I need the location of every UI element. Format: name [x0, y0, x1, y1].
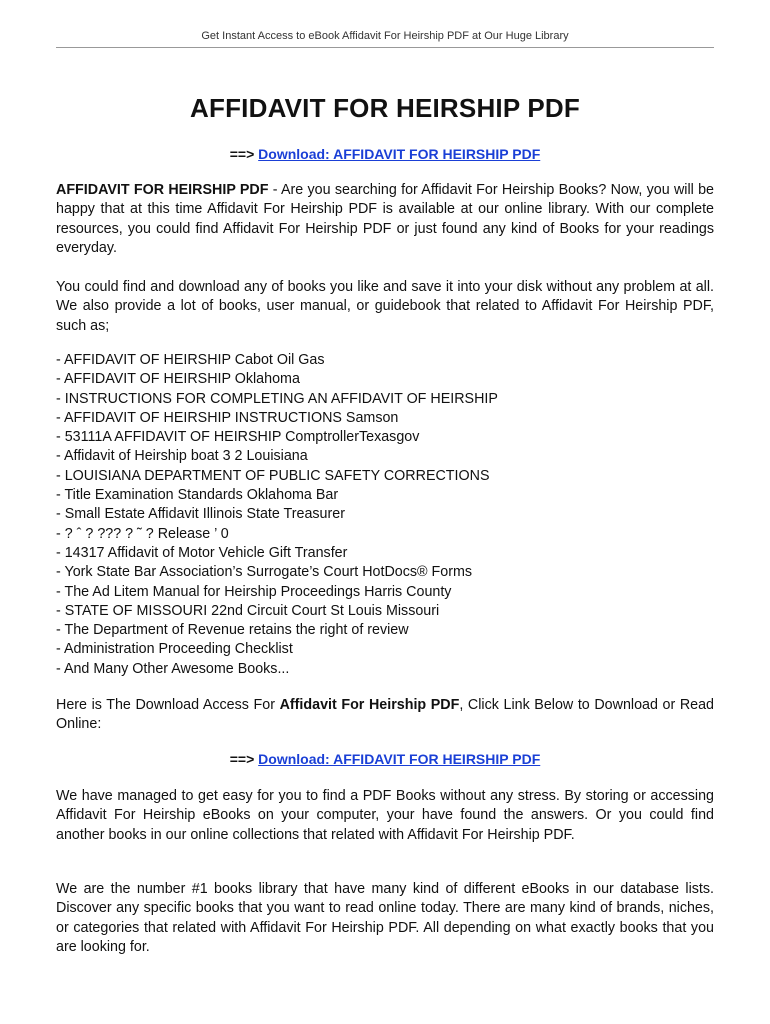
- list-item: - LOUISIANA DEPARTMENT OF PUBLIC SAFETY CORRECTIONS: [56, 467, 490, 484]
- list-item: - The Department of Revenue retains the right of review: [56, 622, 409, 639]
- access-text-before: Here is The Download Access For: [56, 697, 280, 713]
- list-item: - 53111A AFFIDAVIT OF HEIRSHIP ComptrollerTexasgov: [56, 429, 420, 446]
- list-item: - Affidavit of Heirship boat 3 2 Louisiana: [56, 448, 308, 465]
- access-bold-title: Affidavit For Heirship PDF: [279, 697, 460, 713]
- books-paragraph: You could find and download any of books you like and save it into your disk without any problem at all. We also provide a lot of books, user manual, or guidebook that related to Affidavit For Heirship PDF, such as;: [56, 279, 714, 334]
- list-item: - INSTRUCTIONS FOR COMPLETING AN AFFIDAVIT OF HEIRSHIP: [56, 390, 498, 407]
- list-item: - The Ad Litem Manual for Heirship Proceedings Harris County: [56, 583, 452, 600]
- intro-bold-title: AFFIDAVIT FOR HEIRSHIP PDF: [56, 182, 269, 198]
- storage-paragraph: We have managed to get easy for you to find a PDF Books without any stress. By storing or accessing Affidavit For Heirship eBooks on your computer, your have found the answers. Or you could find another books in our online collections that related with Affidavit For Heirship PDF.: [56, 788, 714, 843]
- library-paragraph: We are the number #1 books library that have many kind of different eBooks in our database lists. Discover any specific books that you want to read online today. There are many kind of brands, niches, or categories that related with Affidavit For Heirship PDF. All depending on what exactly books that you are looking for.: [56, 881, 714, 956]
- list-item: - STATE OF MISSOURI 22nd Circuit Court St Louis Missouri: [56, 602, 440, 619]
- list-item: - AFFIDAVIT OF HEIRSHIP Oklahoma: [56, 371, 300, 388]
- access-text-after: , Click Link Below to Download or Read Online:: [56, 697, 715, 733]
- intro-text: - Are you searching for Affidavit For Heirship Books? Now, you will be happy that at this time Affidavit For Heirship PDF is available at our online library. With our complete resources, you could find Affidavit For Heirship PDF or just found any kind of Books for your readings everyday.: [56, 182, 714, 257]
- list-item: - 14317 Affidavit of Motor Vehicle Gift Transfer: [56, 544, 348, 561]
- download-prefix: ==>: [229, 146, 259, 162]
- download-prefix: ==>: [229, 751, 259, 767]
- access-paragraph: [56, 696, 714, 735]
- list-item: - AFFIDAVIT OF HEIRSHIP INSTRUCTIONS Samson: [56, 409, 399, 426]
- download-line-bottom: [56, 751, 714, 767]
- download-line-top: [56, 146, 714, 162]
- header-divider: [56, 47, 714, 48]
- list-item: - Administration Proceeding Checklist: [56, 641, 293, 658]
- list-item: - ? ˆ ? ??? ? ˜ ? Release ’ 0: [56, 525, 229, 542]
- page-header: Get Instant Access to eBook Affidavit For Heirship PDF at Our Huge Library: [201, 30, 569, 42]
- related-books-list: [56, 351, 714, 679]
- list-item: - AFFIDAVIT OF HEIRSHIP Cabot Oil Gas: [56, 352, 325, 368]
- intro-paragraph: [56, 181, 714, 259]
- download-link-bottom[interactable]: Download: AFFIDAVIT FOR HEIRSHIP PDF: [258, 751, 541, 767]
- list-item: - And Many Other Awesome Books...: [56, 660, 290, 677]
- list-item: - York State Bar Association’s Surrogate’s Court HotDocs® Forms: [56, 564, 473, 581]
- download-link-top[interactable]: Download: AFFIDAVIT FOR HEIRSHIP PDF: [258, 146, 541, 162]
- page-title: AFFIDAVIT FOR HEIRSHIP PDF: [190, 93, 580, 123]
- list-item: - Title Examination Standards Oklahoma Bar: [56, 487, 339, 504]
- list-item: - Small Estate Affidavit Illinois State Treasurer: [56, 506, 345, 523]
